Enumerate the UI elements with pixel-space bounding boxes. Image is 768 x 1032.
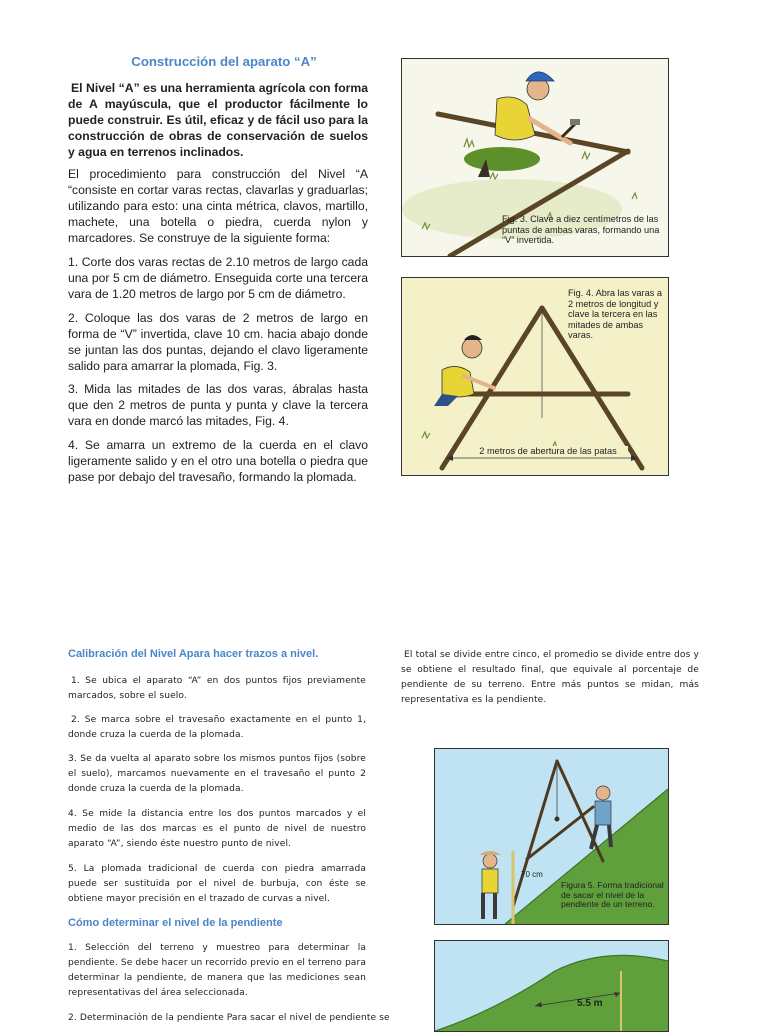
section1-step-1: 1. Corte dos varas rectas de 2.10 metros de largo cada una por 5 cm de diámetro. Enseguida corte una tercera vara de 1.20 metros de largo por 5 cm de diámetro. (68, 255, 368, 301)
fig3-caption: Fig. 3. Clave a diez centímetros de las puntas de ambas varas, formando una “V” invertida. (502, 214, 660, 245)
section1-step-3: 3. Mida las mitades de las dos varas, ábralas hasta que den 2 metros de punta y punta y clave la tercera vara en donde marcó las mitades, Fig. 4. (68, 382, 368, 428)
figure-3 (401, 58, 669, 257)
section3-step-2: 2. Determinación de la pendiente Para sacar el nivel de pendiente se (68, 1013, 390, 1023)
figure-6 (434, 940, 669, 1032)
figure-5 (434, 748, 669, 925)
section3-step-1: 1. Selección del terreno y muestreo para determinar la pendiente. Se debe hacer un recorrido previo en el terreno para determinar la pendiente, de manera que las mediciones sean representativas del área seleccionada. (68, 943, 366, 998)
section2-step-2: 2. Se marca sobre el travesaño exactamente en el punto 1, donde cruza la cuerda de la plomada. (68, 715, 366, 740)
section1-procedure: El procedimiento para construcción del Nivel “A “consiste en cortar varas rectas, clavarlas y graduarlas; utilizando para esto: una cinta métrica, clavos, martillo, machete, una botella o piedra, cuerda nylon y marcadores. Se construye de la siguiente forma: (68, 167, 368, 245)
fig6-distance-label: 5.5 m (577, 998, 603, 1009)
fig4-dimension-label: 2 metros de abertura de las patas (468, 446, 628, 457)
fig5-caption: Figura 5. Forma tradicional de sacar el nivel de la pendiente de un terreno. (561, 880, 664, 910)
section2-step-3: 3. Se da vuelta al aparato sobre los mismos puntos fijos (sobre el suelo), marcamos nuevamente en el travesaño el punto 2 donde cruza la cuerda de la plomada. (68, 754, 366, 794)
section2-step-5: 5. La plomada tradicional de cuerda con piedra amarrada puede ser sustituida por el nivel de burbuja, con éste se obtiene mayor precisión en el trazado de curvas a nivel. (68, 864, 366, 904)
section2-title: Calibración del Nivel Apara hacer trazos a nivel. (68, 648, 319, 660)
section3-title: Cómo determinar el nivel de la pendiente (68, 917, 283, 929)
section1-intro: El Nivel “A” es una herramienta agrícola con forma de A mayúscula, que el productor fácilmente lo puede construir. Es útil, eficaz y de fácil uso para la construcción de obras de conservación de suelos y agua en terrenos inclinados. (68, 81, 368, 159)
fig5-height-label: 70 cm (521, 870, 543, 879)
figure-4 (401, 277, 669, 476)
fig6-illustration (435, 941, 668, 1031)
section1-title: Construcción del aparato “A” (131, 54, 317, 69)
section2-step-1: 1. Se ubica el aparato “A” en dos puntos fijos previamente marcados, sobre el suelo. (68, 676, 366, 701)
fig4-caption: Fig. 4. Abra las varas a 2 metros de longitud y clave la tercera en las mitades de ambas varas. (568, 288, 662, 340)
right-column-text: El total se divide entre cinco, el promedio se divide entre dos y se obtiene el resultado final, que equivale al porcentaje de pendiente de su terreno. Entre más puntos se midan, más representativa es la pendiente. (401, 650, 699, 705)
section1-step-2: 2. Coloque las dos varas de 2 metros de largo en forma de “V” invertida, clave 10 cm. hacia abajo donde se juntan las dos puntas, dejando el clavo ligeramente salido para amarrar la plomada, Fig. 3. (68, 311, 368, 373)
section1-step-4: 4. Se amarra un extremo de la cuerda en el clavo ligeramente salido y en el otro una botella o piedra que pase por debajo del travesaño, formando la plomada. (68, 438, 368, 484)
section2-step-4: 4. Se mide la distancia entre los dos puntos marcados y el medio de las dos marcas es el punto de nivel de nuestro aparato “A”, siendo éste nuestro punto de nivel. (68, 809, 366, 849)
